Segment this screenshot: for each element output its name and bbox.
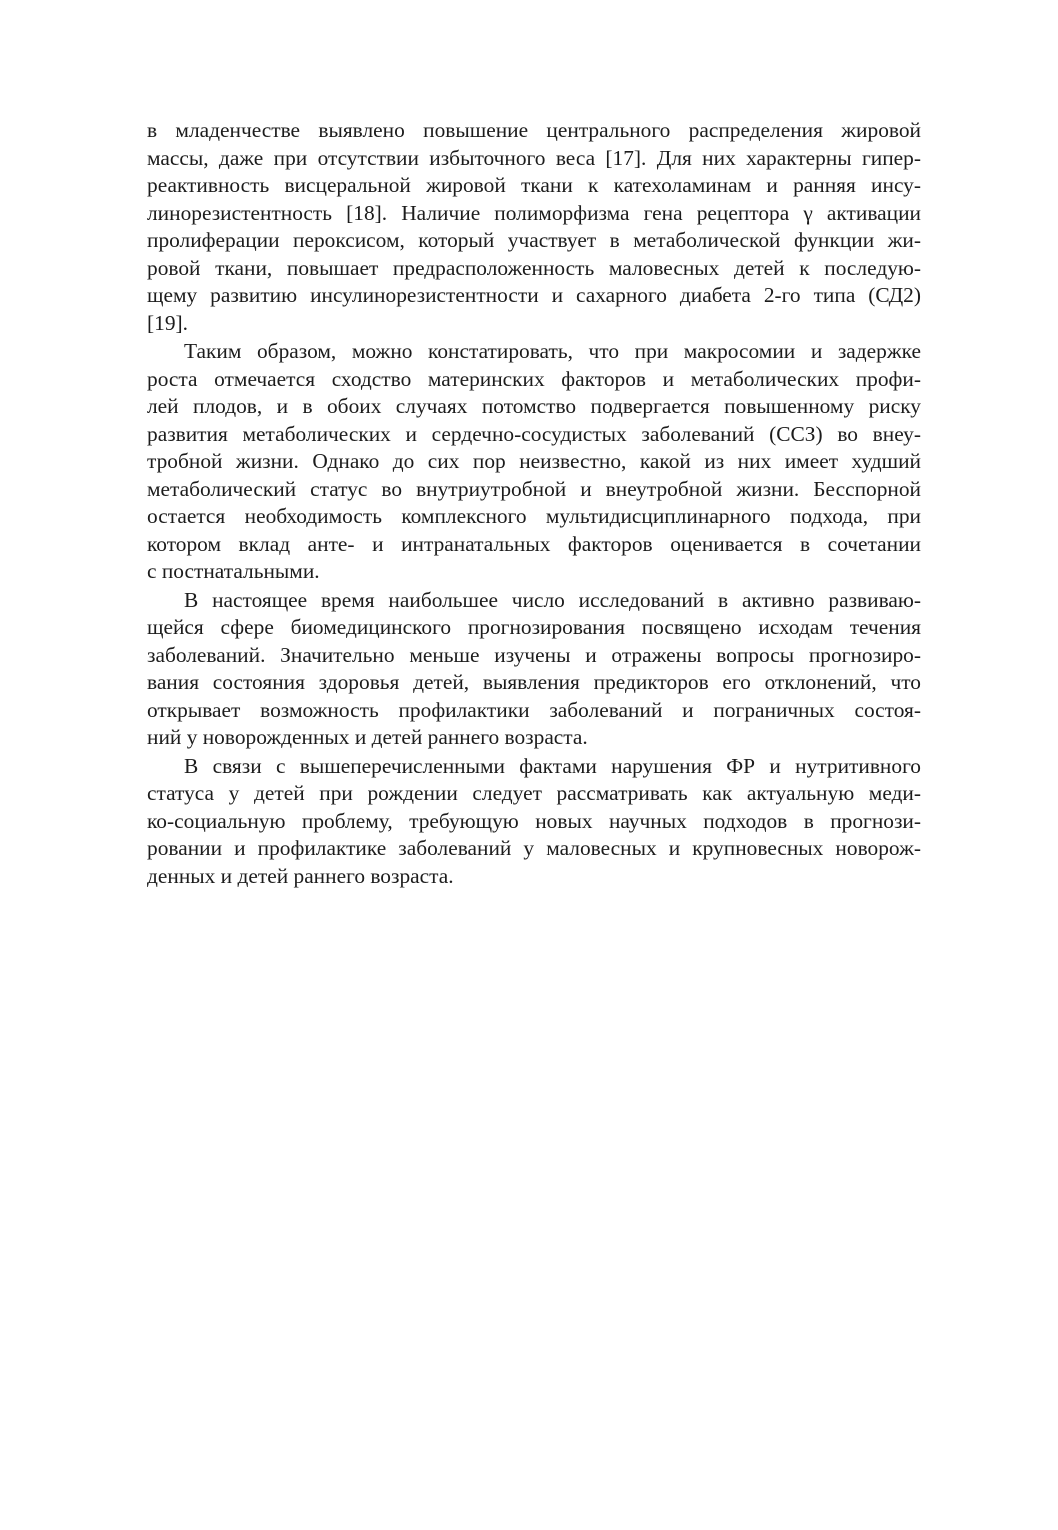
text-line: ний у новорожденных и детей раннего возраста.: [147, 725, 588, 749]
text-line: открывает возможность профилактики заболеваний и пограничных состоя-: [147, 697, 921, 722]
paragraph-2: [147, 338, 921, 586]
text-line: заболеваний. Значительно меньше изучены и отражены вопросы прогнозиро-: [147, 642, 921, 667]
text-line: ко-социальную проблему, требующую новых научных подходов в прогнози-: [147, 808, 921, 833]
text-line: остается необходимость комплексного мультидисциплинарного подхода, при: [147, 504, 921, 528]
paragraph-1: [147, 117, 921, 337]
text-line: [19].: [147, 310, 188, 335]
text-line: массы, даже при отсутствии избыточного веса [17]. Для них характерны гипер-: [147, 145, 921, 170]
document-page: [147, 117, 921, 890]
text-line: щему развитию инсулинорезистентности и сахарного диабета 2-го типа (СД2): [147, 283, 921, 307]
text-line: развития метаболических и сердечно-сосудистых заболеваний (ССЗ) во внеу-: [147, 421, 921, 446]
paragraph-3: [147, 587, 921, 752]
text-line: линорезистентность [18]. Наличие полиморфизма гена рецептора γ активации: [147, 200, 921, 225]
text-line: щейся сфере биомедицинского прогнозирования посвящено исходам течения: [147, 615, 921, 639]
text-line: тробной жизни. Однако до сих пор неизвестно, какой из них имеет худший: [147, 449, 921, 473]
text-line: роста отмечается сходство материнских факторов и метаболических профи-: [147, 366, 921, 391]
text-line: вания состояния здоровья детей, выявления предикторов его отклонений, что: [147, 670, 921, 694]
text-line: статуса у детей при рождении следует рассматривать как актуальную меди-: [147, 781, 921, 805]
text-line: В связи с вышеперечисленными фактами нарушения ФР и нутритивного: [184, 753, 921, 778]
paragraph-4: [147, 753, 921, 891]
text-line: пролиферации пероксисом, который участвует в метаболической функции жи-: [147, 228, 921, 252]
text-line: В настоящее время наибольшее число исследований в активно развиваю-: [184, 587, 921, 612]
text-line: котором вклад анте- и интранатальных факторов оценивается в сочетании: [147, 531, 921, 556]
text-line: денных и детей раннего возраста.: [147, 863, 454, 888]
text-line: лей плодов, и в обоих случаях потомство подвергается повышенному риску: [147, 394, 921, 418]
text-line: с постнатальными.: [147, 559, 320, 583]
text-line: метаболический статус во внутриутробной и внеутробной жизни. Бесспорной: [147, 476, 921, 501]
text-line: ровании и профилактике заболеваний у маловесных и крупновесных новорож-: [147, 836, 921, 860]
text-line: в младенчестве выявлено повышение центрального распределения жировой: [147, 118, 921, 142]
text-line: реактивность висцеральной жировой ткани к катехоламинам и ранняя инсу-: [147, 173, 921, 197]
text-line: Таким образом, можно констатировать, что при макросомии и задержке: [184, 339, 921, 363]
text-line: ровой ткани, повышает предрасположенность маловесных детей к последую-: [147, 255, 921, 280]
